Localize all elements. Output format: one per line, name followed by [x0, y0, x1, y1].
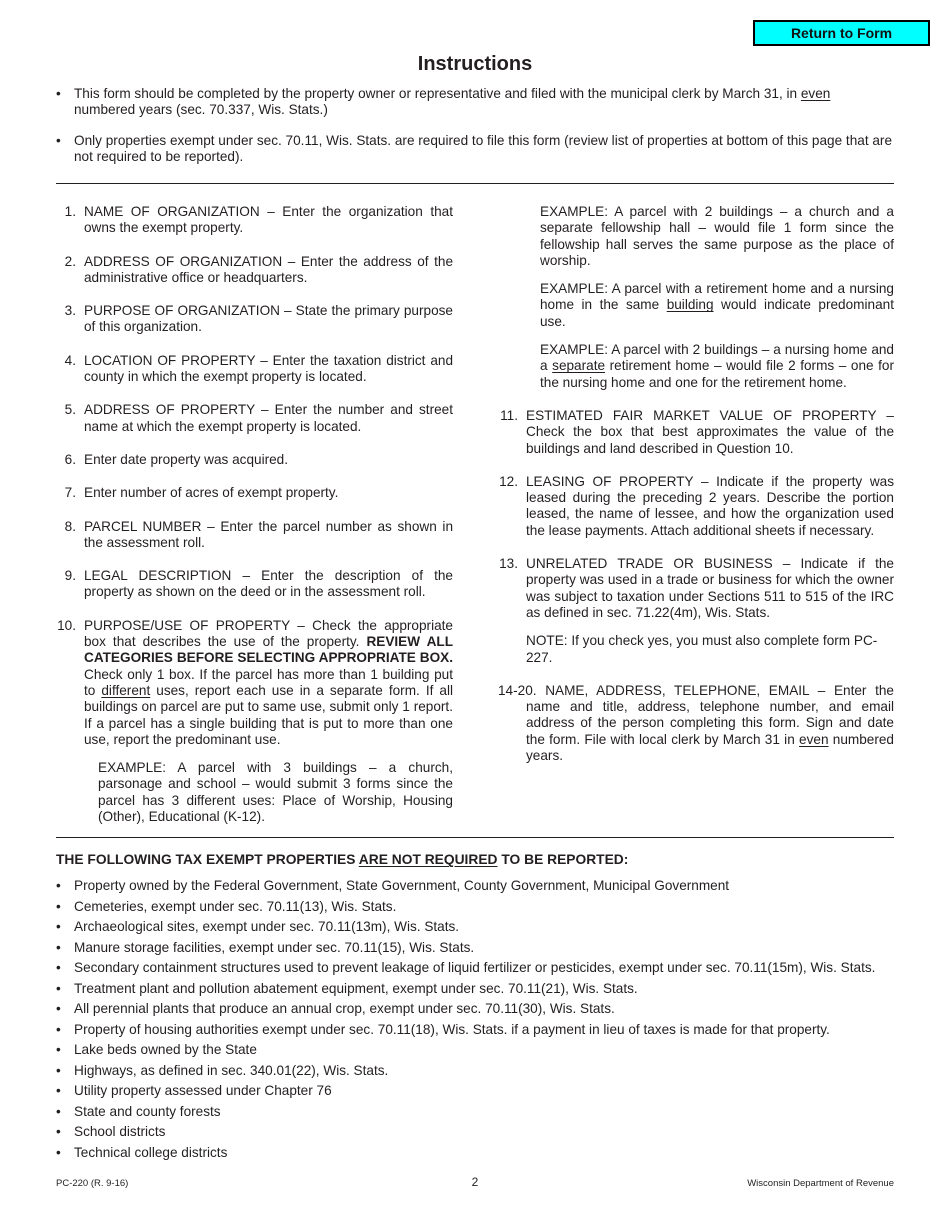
department-name: Wisconsin Department of Revenue: [747, 1178, 894, 1189]
list-item: • Utility property assessed under Chapter 76: [56, 1083, 906, 1104]
instruction-item-12: 12. LEASING OF PROPERTY – Indicate if the property was leased during the preceding 2 years. Describe the portion leased, the name of lessee, and how the organization used the lease payments. Attach additional sheets if necessary.: [499, 473, 894, 538]
page-title: Instructions: [417, 53, 533, 75]
instruction-item-5: 5. ADDRESS OF PROPERTY – Enter the number and street name at which the exempt property is located.: [64, 402, 453, 434]
instruction-item-7: 7. Enter number of acres of exempt property.: [64, 485, 339, 501]
not-required-heading: THE FOLLOWING TAX EXEMPT PROPERTIES ARE NOT REQUIRED TO BE REPORTED:: [56, 852, 629, 867]
list-item: • Cemeteries, exempt under sec. 70.11(13), Wis. Stats.: [56, 899, 906, 920]
page-number: 2: [471, 1175, 479, 1189]
form-id: PC-220 (R. 9-16): [56, 1178, 129, 1189]
list-item: • Secondary containment structures used to prevent leakage of liquid fertilizer or pesticides, exempt under sec. 70.11(15m), Wis. Stats.: [56, 960, 906, 981]
list-item: • Property owned by the Federal Government, State Government, County Government, Municipal Government: [56, 878, 906, 899]
instruction-item-8: 8. PARCEL NUMBER – Enter the parcel number as shown in the assessment roll.: [64, 518, 453, 550]
intro-item: • This form should be completed by the property owner or representative and filed with the municipal clerk by March 31, in even numbered years (sec. 70.337, Wis. Stats.): [56, 86, 894, 119]
instruction-item-1: 1. NAME OF ORGANIZATION – Enter the organization that owns the exempt property.: [64, 204, 453, 236]
example-retirement-nursing-same: EXAMPLE: A parcel with a retirement home and a nursing home in the same building would indicate predominant use.: [540, 281, 894, 329]
note-pc227: NOTE: If you check yes, you must also complete form PC-227.: [526, 633, 878, 665]
example-retirement-nursing-separate: EXAMPLE: A parcel with 2 buildings – a nursing home and a separate retirement home – would file 2 forms – one for the nursing home and one for the retirement home.: [540, 342, 894, 390]
list-item: • Technical college districts: [56, 1145, 906, 1166]
instructions-left-column: [56, 204, 453, 837]
return-to-form-button[interactable]: Return to Form: [753, 20, 930, 46]
instruction-item-9: 9. LEGAL DESCRIPTION – Enter the description of the property as shown on the deed or in the assessment roll.: [64, 568, 453, 600]
divider-top: [56, 183, 894, 184]
list-item: • Highways, as defined in sec. 340.01(22), Wis. Stats.: [56, 1063, 906, 1084]
instruction-item-10: 10. PURPOSE/USE OF PROPERTY – Check the appropriate box that describes the use of the property. REVIEW ALL CATEGORIES BEFORE SELECTING APPROPRIATE BOX. Check only 1 box. If the parcel has more than 1 building put to different uses, report each use in a separate form. If all buildings on parcel are put to same use, submit only 1 report. If a parcel has a single building that is put to more than one use, report the predominant use.: [57, 617, 453, 747]
instruction-item-4: 4. LOCATION OF PROPERTY – Enter the taxation district and county in which the exempt property is located.: [64, 352, 453, 385]
list-item: • Property of housing authorities exempt under sec. 70.11(18), Wis. Stats. if a payment in lieu of taxes is made for that property.: [56, 1022, 906, 1043]
instruction-item-14-20: 14-20. NAME, ADDRESS, TELEPHONE, EMAIL – Enter the name and title, address, telephone number, and email address of the person completing this form. Sign and date the form. File with local clerk by March 31 in even numbered years.: [498, 682, 894, 764]
example-three-buildings: EXAMPLE: A parcel with 3 buildings – a church, parsonage and school – would submit 3 forms since the parcel has 3 different uses: Place of Worship, Housing (Other), Educational (K-12).: [98, 760, 453, 825]
instruction-item-11: 11. ESTIMATED FAIR MARKET VALUE OF PROPERTY – Check the box that best approximates the value of the buildings and land described in Question 10.: [500, 407, 894, 456]
not-required-list: [56, 878, 906, 1165]
list-item: • School districts: [56, 1124, 906, 1145]
instruction-item-13: 13. UNRELATED TRADE OR BUSINESS – Indicate if the property was used in a trade or business for which the owner was subject to taxation under Sections 511 to 515 of the IRC as defined in sec. 71.22(4m), Wis. Stats.: [499, 556, 894, 620]
example-fellowship-hall: EXAMPLE: A parcel with 2 buildings – a church and a separate fellowship hall – would file 1 form since the fellowship hall serves the same purpose as the place of worship.: [540, 204, 894, 268]
list-item: • All perennial plants that produce an annual crop, exempt under sec. 70.11(30), Wis. Stats.: [56, 1001, 906, 1022]
list-item: • Archaeological sites, exempt under sec. 70.11(13m), Wis. Stats.: [56, 919, 906, 940]
intro-list: [56, 86, 894, 179]
intro-item: • Only properties exempt under sec. 70.11, Wis. Stats. are required to file this form (review list of properties at bottom of this page that are not required to be reported).: [56, 133, 894, 166]
instruction-item-2: 2. ADDRESS OF ORGANIZATION – Enter the address of the administrative office or headquarters.: [64, 253, 453, 285]
instruction-item-3: 3. PURPOSE OF ORGANIZATION – State the primary purpose of this organization.: [64, 303, 453, 335]
list-item: • Manure storage facilities, exempt under sec. 70.11(15), Wis. Stats.: [56, 940, 906, 961]
list-item: • Lake beds owned by the State: [56, 1042, 906, 1063]
list-item: • Treatment plant and pollution abatement equipment, exempt under sec. 70.11(21), Wis. Stats.: [56, 981, 906, 1002]
instructions-right-column: [498, 204, 894, 781]
divider-bottom: [56, 837, 894, 838]
instruction-item-6: 6. Enter date property was acquired.: [64, 451, 289, 467]
list-item: • State and county forests: [56, 1104, 906, 1125]
